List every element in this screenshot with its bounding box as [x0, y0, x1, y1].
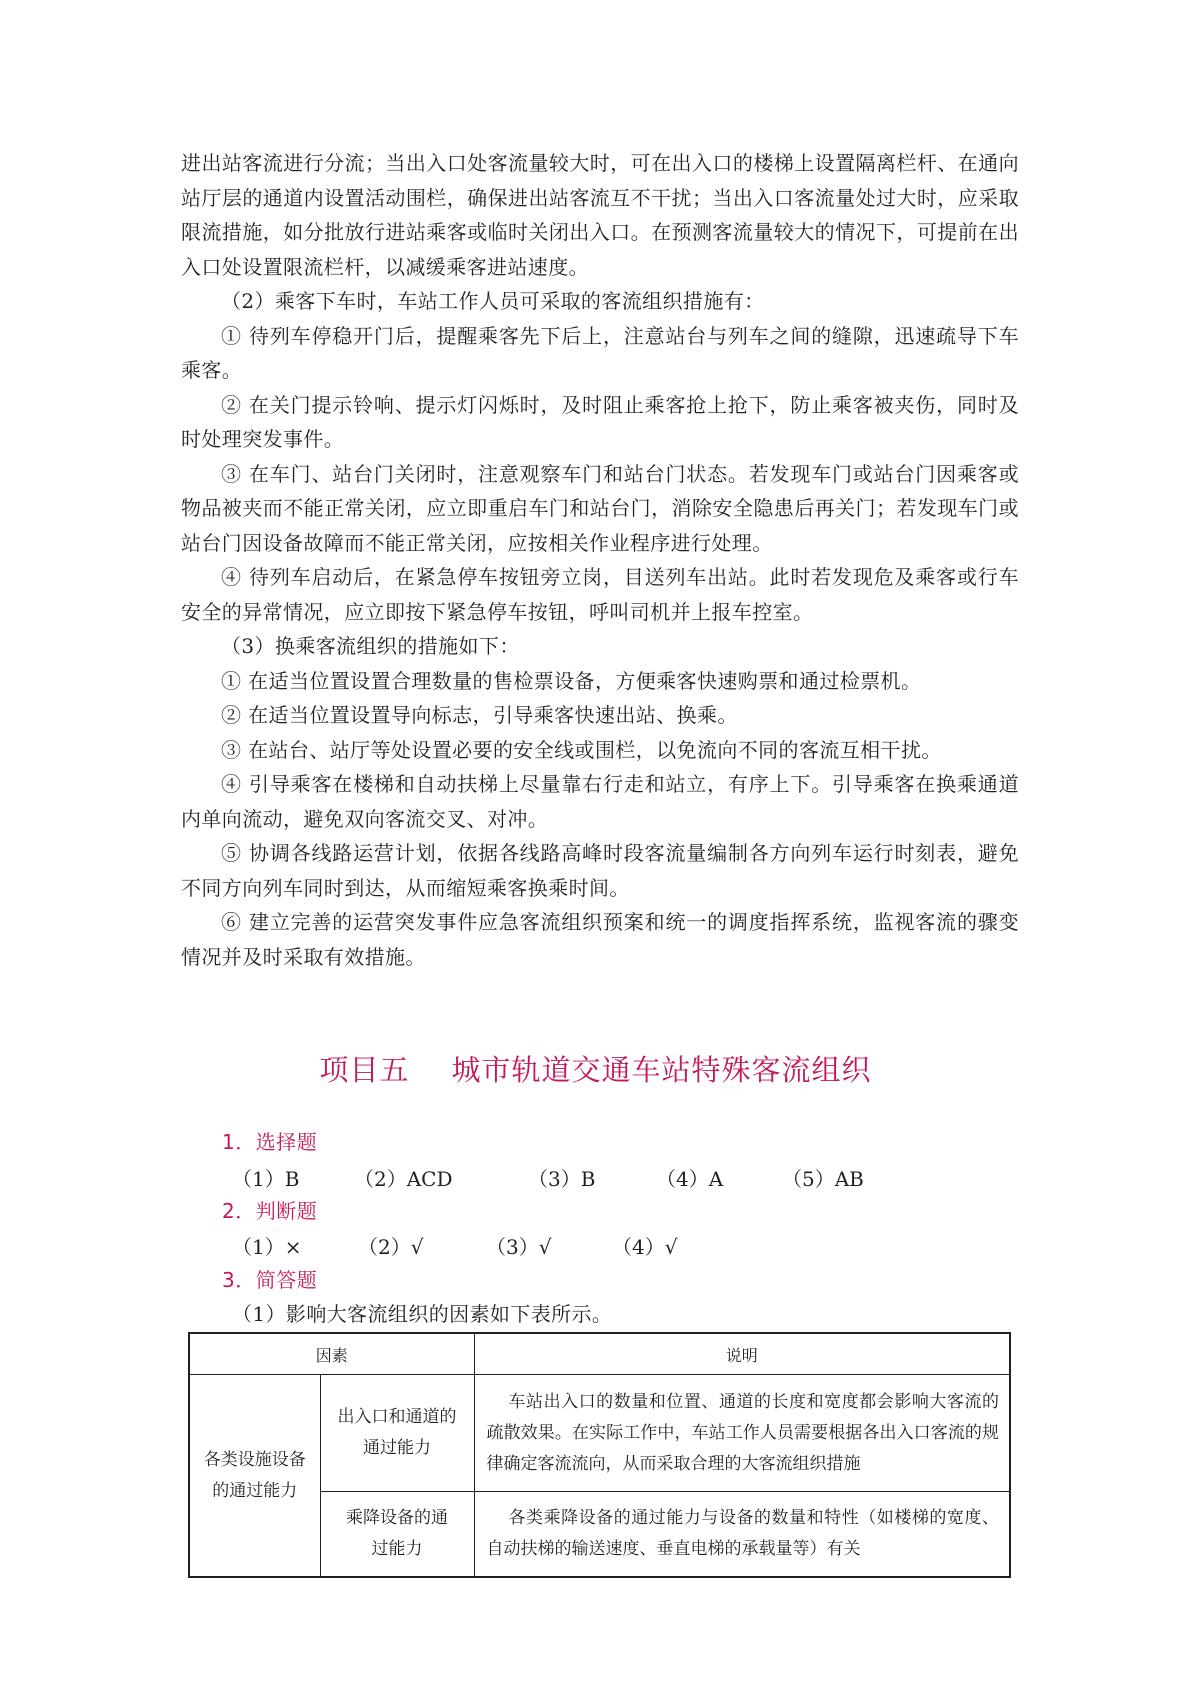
- paragraph: ⑤ 协调各线路运营计划，依据各线路高峰时段客流量编制各方向列车运行时刻表，避免不同方向列车同时到达，从而缩短乘客换乘时间。: [181, 841, 1019, 900]
- paragraph: ③ 在站台、站厅等处设置必要的安全线或围栏，以免流向不同的客流互相干扰。: [221, 737, 942, 762]
- section-heading-judge: 2．判断题: [222, 1199, 318, 1223]
- group-label-cell: 各类设施设备的通过能力: [189, 1375, 320, 1578]
- answer-item: （2）√: [358, 1235, 424, 1259]
- table-header-cell: 因素: [189, 1333, 474, 1375]
- paragraph: ⑥ 建立完善的运营突发事件应急客流组织预案和统一的调度指挥系统，监视客流的骤变情况并及时采取有效措施。: [181, 910, 1019, 969]
- chapter-title: [0, 1048, 1191, 1089]
- answer-item: （2）ACD: [354, 1167, 453, 1191]
- answer-item: （1）B: [232, 1167, 300, 1191]
- description-cell: 各类乘降设备的通过能力与设备的数量和特性（如楼梯的宽度、自动扶梯的输送速度、垂直电梯的承载量等）有关: [474, 1492, 1010, 1578]
- paragraph: ② 在适当位置设置导向标志，引导乘客快速出站、换乘。: [221, 703, 738, 727]
- table-header-cell: 说明: [474, 1333, 1010, 1375]
- answer-item: （3）√: [486, 1235, 552, 1259]
- chapter-name: 城市轨道交通车站特殊客流组织: [451, 1053, 872, 1087]
- paragraph: ④ 待列车启动后，在紧急停车按钮旁立岗，目送列车出站。此时若发现危及乘客或行车安全的异常情况，应立即按下紧急停车按钮，呼叫司机并上报车控室。: [181, 565, 1019, 624]
- table-intro: （1）影响大客流组织的因素如下表所示。: [232, 1302, 613, 1326]
- section-heading-choice: 1．选择题: [222, 1130, 318, 1154]
- table-header-row: [189, 1333, 1010, 1375]
- chapter-number: 项目五: [319, 1053, 410, 1087]
- paragraph: ① 待列车停稳开门后，提醒乘客先下后上，注意站台与列车之间的缝隙，迅速疏导下车乘客。: [181, 323, 1019, 382]
- answer-item: （4）A: [656, 1167, 724, 1191]
- factor-cell: 乘降设备的通过能力: [320, 1492, 474, 1578]
- factor-cell: 出入口和通道的通过能力: [320, 1375, 474, 1492]
- body-text: [181, 146, 1019, 974]
- answer-item: （5）AB: [782, 1167, 864, 1191]
- description-cell: 车站出入口的数量和位置、通道的长度和宽度都会影响大客流的疏散效果。在实际工作中，车站工作人员需要根据各出入口客流的规律确定客流流向，从而采取合理的大客流组织措施: [474, 1375, 1010, 1492]
- answer-item: （4）√: [612, 1235, 678, 1259]
- paragraph: ③ 在车门、站台门关闭时，注意观察车门和站台门状态。若发现车门或站台门因乘客或物品被夹而不能正常关闭，应立即重启车门和站台门，消除安全隐患后再关门；若发现车门或站台门因设备故障而不能正常关闭，应按相关作业程序进行处理。: [181, 461, 1019, 555]
- paragraph: ① 在适当位置设置合理数量的售检票设备，方便乘客快速购票和通过检票机。: [221, 668, 922, 693]
- factor-table: [188, 1332, 1011, 1578]
- answer-item: （1）×: [232, 1235, 302, 1259]
- paragraph: 进出站客流进行分流；当出入口处客流量较大时，可在出入口的楼梯上设置隔离栏杆、在通向站厅层的通道内设置活动围栏，确保进出站客流互不干扰；当出入口客流量处过大时，应采取限流措施，如分批放行进站乘客或临时关闭出入口。在预测客流量较大的情况下，可提前在出入口处设置限流栏杆，以减缓乘客进站速度。: [181, 151, 1019, 279]
- answer-item: （3）B: [528, 1167, 596, 1191]
- paragraph: （3）换乘客流组织的措施如下：: [221, 634, 520, 658]
- paragraph: ② 在关门提示铃响、提示灯闪烁时，及时阻止乘客抢上抢下，防止乘客被夹伤，同时及时处理突发事件。: [181, 392, 1019, 451]
- section-heading-short: 3．简答题: [222, 1268, 318, 1292]
- paragraph: ④ 引导乘客在楼梯和自动扶梯上尽量靠右行走和站立，有序上下。引导乘客在换乘通道内单向流动，避免双向客流交叉、对冲。: [181, 772, 1019, 831]
- table-row: [189, 1375, 1010, 1492]
- paragraph: （2）乘客下车时，车站工作人员可采取的客流组织措施有：: [221, 289, 765, 313]
